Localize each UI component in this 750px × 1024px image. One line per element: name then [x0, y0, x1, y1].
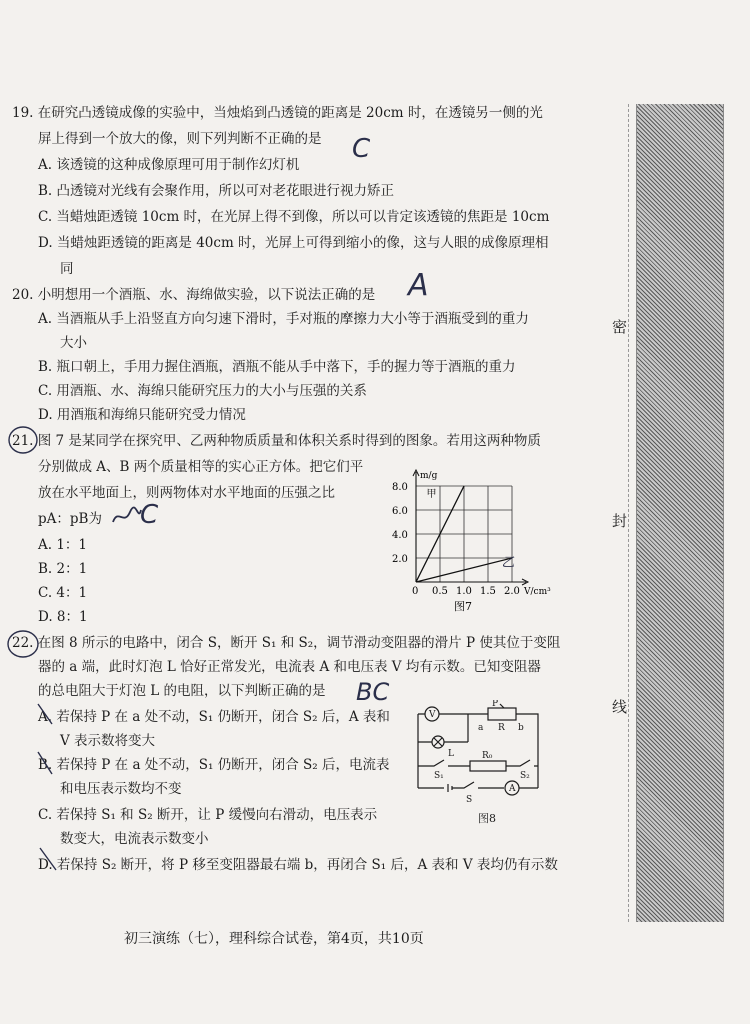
- q20-option-c: C. 用酒瓶、水、海绵只能研究压力的大小与压强的关系: [38, 383, 367, 399]
- q21-stem: 21. 图 7 是某同学在探究甲、乙两种物质质量和体积关系时得到的图象。若用这两种物质: [12, 433, 541, 449]
- series-label-yi: 乙: [501, 555, 515, 571]
- q21-option-a: A. 1：1: [38, 537, 88, 553]
- x-tick-label: 1.0: [456, 586, 472, 597]
- series-label-jia: 甲: [426, 488, 437, 500]
- circuit-label-s: S: [466, 795, 473, 805]
- x-tick-label: 0.5: [432, 586, 448, 597]
- resistor-r0-icon: [470, 761, 506, 771]
- q22-option-b: B. 若保持 P 在 a 处不动，S₁ 仍断开，闭合 S₂ 后，电流表: [38, 757, 390, 773]
- q20-option-a: A. 当酒瓶从手上沿竖直方向匀速下滑时，手对瓶的摩擦力大小等于酒瓶受到的重力: [38, 311, 529, 327]
- q22-option-b-cont: 和电压表示数均不变: [60, 781, 182, 797]
- q19-answer-mark: C: [352, 134, 371, 164]
- q20-answer-mark: A: [408, 268, 429, 303]
- q22-option-a: A. 若保持 P 在 a 处不动，S₁ 仍断开，闭合 S₂ 后，A 表和: [38, 709, 390, 725]
- circuit-label-s1: S₁: [434, 771, 444, 781]
- battery-switch: [418, 782, 504, 792]
- page-footer: 初三演练（七），理科综合试卷，第4页，共10页: [124, 931, 424, 947]
- q21-circle-mark: [6, 424, 40, 456]
- x-tick-label: 2.0: [504, 586, 520, 597]
- q22-circle-mark: [4, 628, 42, 660]
- q21-stem-line2: 分别做成 A、B 两个质量相等的实心正方体。把它们平: [38, 459, 364, 475]
- circuit-label-s2: S₂: [520, 771, 530, 781]
- q22-option-c: C. 若保持 S₁ 和 S₂ 断开，让 P 缓慢向右滑动，电压表示: [38, 807, 378, 823]
- binding-strip: [636, 104, 724, 922]
- q19-option-d: D. 当蜡烛距透镜的距离是 40cm 时，光屏上可得到缩小的像，这与人眼的成像原理相: [38, 235, 549, 251]
- q21-option-c: C. 4：1: [38, 585, 88, 601]
- seal-char-mi: 密: [612, 314, 627, 339]
- figure-7-chart: [390, 462, 560, 612]
- y-tick-label: 8.0: [392, 482, 408, 493]
- q19-option-b: B. 凸透镜对光线有会聚作用，所以可对老花眼进行视力矫正: [38, 183, 395, 199]
- q20-option-a-cont: 大小: [60, 335, 87, 351]
- q21-option-d: D. 8：1: [38, 609, 88, 625]
- q20-option-d: D. 用酒瓶和海绵只能研究受力情况: [38, 407, 246, 423]
- circuit-label-l: L: [448, 749, 454, 759]
- origin-label: 0: [412, 586, 419, 597]
- x-tick-label: 1.5: [480, 586, 496, 597]
- q22-answer-mark: BC: [356, 678, 390, 706]
- y-axis-label: m/g: [420, 471, 438, 481]
- seal-dash-line: [628, 104, 629, 922]
- q20-stem: 20. 小明想用一个酒瓶、水、海绵做实验，以下说法正确的是: [12, 287, 376, 303]
- q19-option-c: C. 当蜡烛距透镜 10cm 时，在光屏上得不到像，所以可以肯定该透镜的焦距是 10cm: [38, 209, 550, 225]
- y-tick-label: 2.0: [392, 554, 408, 565]
- q22-stem-line3: 的总电阻大于灯泡 L 的电阻，以下判断正确的是: [38, 683, 326, 699]
- circuit-label-p: P: [492, 700, 499, 709]
- circuit-label-v: V: [429, 710, 436, 720]
- seal-char-xian: 线: [612, 694, 627, 719]
- figure-8-caption: 图8: [478, 812, 496, 825]
- scribble-mark: [110, 504, 144, 528]
- y-tick-label: 4.0: [392, 530, 408, 541]
- q21-stem-line3: 放在水平地面上，则两物体对水平地面的压强之比: [38, 485, 335, 501]
- q21-option-b: B. 2：1: [38, 561, 88, 577]
- circuit-label-r0: R₀: [482, 751, 493, 761]
- rheostat-icon: [488, 708, 516, 720]
- q19-stem-cont: 屏上得到一个放大的像，则下列判断不正确的是: [38, 131, 322, 147]
- x-axis-label: V/cm³: [524, 587, 551, 597]
- figure-7-caption: 图7: [454, 600, 472, 612]
- q21-answer-mark: C: [140, 500, 159, 530]
- q20-option-b: B. 瓶口朝上，手用力握住酒瓶，酒瓶不能从手中落下，手的握力等于酒瓶的重力: [38, 359, 516, 375]
- circuit-label-b: b: [518, 723, 524, 733]
- q19-option-a: A. 该透镜的这种成像原理可用于制作幻灯机: [38, 157, 300, 173]
- q22-stem: 22. 在图 8 所示的电路中，闭合 S，断开 S₁ 和 S₂，调节滑动变阻器的滑片 P 使其位于变阻: [12, 635, 561, 651]
- circuit-label-ammeter: A: [509, 784, 516, 794]
- q21-stem-line4: pA：pB为: [38, 511, 102, 527]
- strike-marks: [34, 700, 74, 890]
- y-tick-label: 6.0: [392, 506, 408, 517]
- q19-option-d-cont: 同: [60, 261, 74, 277]
- q22-option-c-cont: 数变大，电流表示数变小: [60, 831, 209, 847]
- q22-option-d: D. 若保持 S₂ 断开，将 P 移至变阻器最右端 b，再闭合 S₁ 后，A 表和 V 表均仍有示数: [38, 857, 558, 873]
- circuit-label-a: a: [478, 723, 484, 733]
- seal-char-feng: 封: [612, 508, 627, 533]
- circuit-label-r: R: [498, 723, 505, 733]
- q22-option-a-cont: V 表示数将变大: [60, 733, 156, 749]
- figure-8-circuit: [408, 700, 568, 830]
- q22-stem-line2: 器的 a 端，此时灯泡 L 恰好正常发光，电流表 A 和电压表 V 均有示数。已知变阻器: [38, 659, 541, 675]
- q19-stem: 19. 在研究凸透镜成像的实验中，当烛焰到凸透镜的距离是 20cm 时，在透镜另一侧的光: [12, 105, 543, 121]
